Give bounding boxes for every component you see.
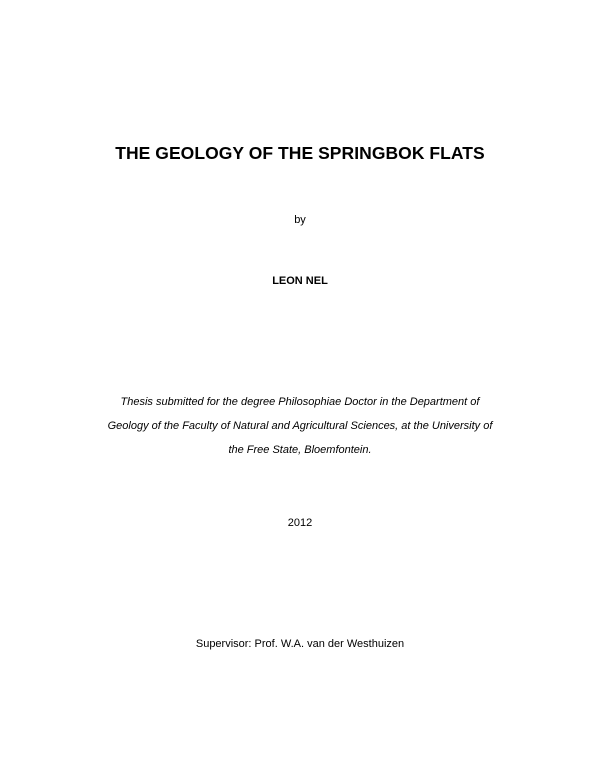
thesis-statement bbox=[60, 390, 540, 462]
by-label: by bbox=[294, 214, 306, 226]
author-name: LEON NEL bbox=[272, 275, 328, 287]
thesis-title: THE GEOLOGY OF THE SPRINGBOK FLATS bbox=[115, 143, 485, 163]
thesis-year: 2012 bbox=[287, 517, 313, 529]
thesis-statement-line: Geology of the Faculty of Natural and Agricultural Sciences, at the University of bbox=[107, 420, 493, 432]
thesis-statement-line: the Free State, Bloemfontein. bbox=[228, 444, 372, 456]
supervisor-line: Supervisor: Prof. W.A. van der Westhuizen bbox=[195, 638, 405, 650]
thesis-statement-line: Thesis submitted for the degree Philosophiae Doctor in the Department of bbox=[120, 396, 480, 408]
